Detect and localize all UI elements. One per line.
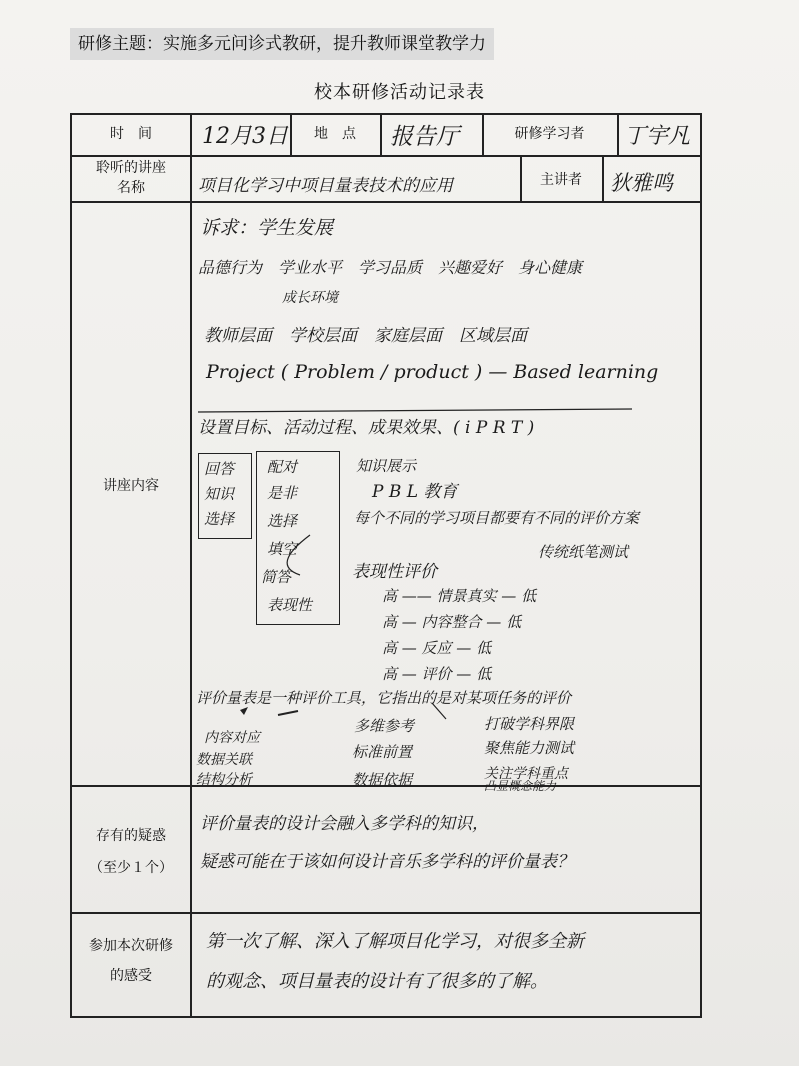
rubric-scale-line: 高 — 反应 — 低 xyxy=(382,639,492,657)
doubts-label-2: （至少１个） xyxy=(89,860,173,876)
note-line: Project ( Problem / product ) — Based learning xyxy=(206,361,659,383)
note-line: 每个不同的学习项目都要有不同的评价方案 xyxy=(354,509,640,527)
lecture-name-label-1: 聆听的讲座 xyxy=(96,160,166,176)
rubric-feature: 关注学科重点 xyxy=(484,766,568,782)
note-line: 传统纸笔测试 xyxy=(538,543,629,561)
rubric-feature: 凸显概念能力 xyxy=(484,779,557,793)
time-label: 时 间 xyxy=(110,126,152,142)
answer-type-box: 回答 知识 选择 xyxy=(198,453,252,539)
place-value: 报告厅 xyxy=(390,124,459,150)
note-line: 品德行为 学业水平 学习品质 兴趣爱好 身心健康 xyxy=(198,258,583,277)
rubric-feature: 数据关联 xyxy=(196,752,252,768)
speaker-value: 狄雅鸣 xyxy=(610,171,673,195)
note-line: 教师层面 学校层面 家庭层面 区域层面 xyxy=(204,326,527,346)
question-type-box: 配对 是非 选择 填空 简答 表现性 xyxy=(256,451,340,625)
rubric-scale-line: 高 — 内容整合 — 低 xyxy=(382,613,522,631)
lecture-name-label-2: 名称 xyxy=(117,180,145,196)
form-title: 校本研修活动记录表 xyxy=(314,82,485,103)
rubric-scale-line: 高 — 评价 — 低 xyxy=(382,665,492,683)
feelings-label-1: 参加本次研修 xyxy=(89,938,173,954)
doubts-line: 疑惑可能在于该如何设计音乐多学科的评价量表？ xyxy=(200,852,574,872)
feelings-line: 的观念、项目量表的设计有了很多的了解。 xyxy=(206,971,548,992)
record-table xyxy=(70,113,702,1018)
note-line: 设置目标、活动过程、成果效果、( i P R T ) xyxy=(198,418,535,438)
feelings-line: 第一次了解、深入了解项目化学习，对很多全新 xyxy=(206,931,584,952)
rubric-feature: 结构分析 xyxy=(196,772,252,788)
lecture-name-value: 项目化学习中项目量表技术的应用 xyxy=(198,176,453,196)
doubts-label-1: 存有的疑惑 xyxy=(96,828,166,844)
note-line: 评价量表是一种评价工具，它指出的是对某项任务的评价 xyxy=(196,689,572,707)
note-line: 成长环境 xyxy=(282,290,338,306)
rubric-feature: 数据依据 xyxy=(352,771,413,789)
doubts-line: 评价量表的设计会融入多学科的知识， xyxy=(200,814,489,834)
rubric-feature: 聚焦能力测试 xyxy=(484,739,575,757)
rubric-feature: 标准前置 xyxy=(352,743,413,761)
note-line: P B L 教育 xyxy=(372,482,458,502)
research-theme-line: 研修主题：实施多元问诊式教研，提升教师课堂教学力 xyxy=(70,28,494,60)
handwritten-strokes xyxy=(72,115,702,1018)
learner-value: 丁宇凡 xyxy=(624,124,691,149)
lecture-content-label: 讲座内容 xyxy=(103,478,159,494)
note-line: 知识展示 xyxy=(356,457,417,475)
rubric-scale-line: 高 —— 情景真实 — 低 xyxy=(382,587,537,605)
speaker-label: 主讲者 xyxy=(540,172,582,188)
place-label: 地 点 xyxy=(314,126,356,142)
rubric-feature: 打破学科界限 xyxy=(484,715,575,733)
rubric-feature: 内容对应 xyxy=(204,730,260,746)
learner-label: 研修学习者 xyxy=(514,126,585,142)
time-value: 12月3日 xyxy=(202,124,288,149)
note-line: 诉求：学生发展 xyxy=(200,217,334,239)
note-line: 表现性评价 xyxy=(352,562,437,582)
rubric-feature: 多维参考 xyxy=(354,717,415,735)
feelings-label-2: 的感受 xyxy=(110,968,152,984)
